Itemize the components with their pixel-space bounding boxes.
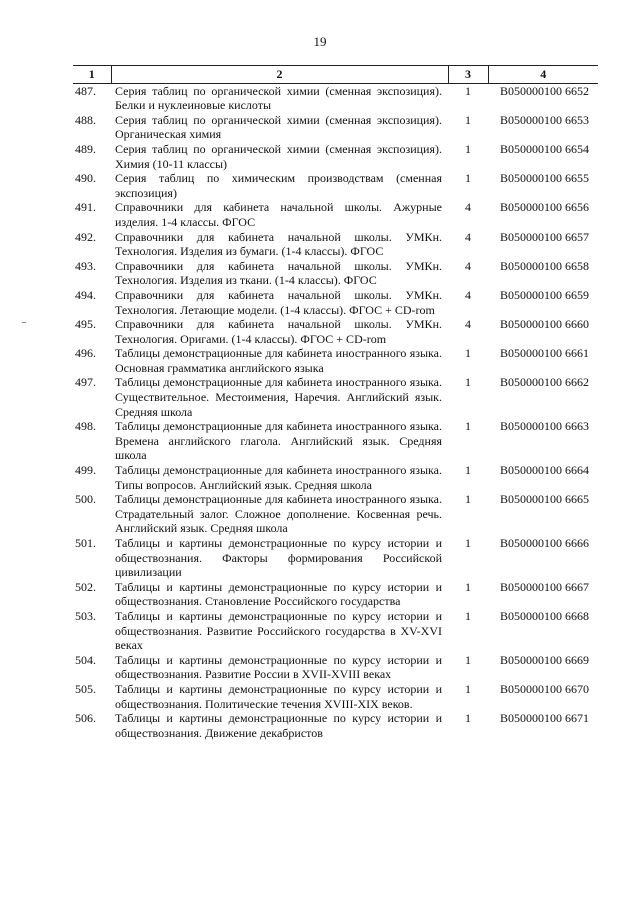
row-name: Таблицы демонстрационные для кабинета иностранного языка. Времена английского глагола. Английский язык. Средняя школа [115, 419, 442, 463]
row-quantity: 1 [465, 463, 471, 478]
table-row [73, 492, 598, 536]
row-code: B050000100 6661 [500, 346, 590, 361]
row-name: Справочники для кабинета начальной школы. УМКн. Технология. Летающие модели. (1-4 классы). ФГОС + CD-rom [115, 287, 442, 317]
row-quantity: 4 [465, 229, 471, 244]
row-name: Справочники для кабинета начальной школы. УМКн. Технология. Изделия из ткани. (1-4 классы). ФГОС [115, 258, 442, 288]
row-number: 506. [75, 711, 96, 726]
row-number: 499. [75, 463, 96, 478]
row-code: B050000100 6666 [500, 536, 590, 550]
table-row [73, 83, 598, 113]
row-name: Серия таблиц по органической химии (сменная экспозиция). Белки и нуклеиновые кислоты [115, 83, 442, 113]
row-quantity: 4 [465, 317, 471, 332]
row-code: B050000100 6668 [500, 608, 590, 623]
table-row [73, 536, 598, 580]
row-code: B050000100 6667 [500, 579, 590, 594]
table-row [73, 230, 598, 259]
table-row [73, 200, 598, 229]
table-row [73, 171, 598, 200]
row-code: B050000100 6653 [500, 112, 590, 127]
table-header-row [73, 66, 598, 84]
row-number: 494. [75, 287, 96, 302]
row-number: 490. [75, 171, 96, 186]
row-code: B050000100 6664 [500, 463, 590, 478]
row-number: 501. [75, 536, 96, 550]
column-header-3: 3 [448, 66, 488, 84]
row-quantity: 4 [465, 258, 471, 273]
row-number: 503. [75, 608, 96, 623]
row-quantity: 1 [465, 681, 471, 696]
table-row [73, 142, 598, 171]
row-number: 504. [75, 652, 96, 667]
row-code: B050000100 6660 [500, 317, 590, 332]
table-row [73, 113, 598, 142]
table-row [73, 711, 598, 740]
row-number: 495. [75, 317, 96, 332]
row-name: Таблицы демонстрационные для кабинета иностранного языка. Типы вопросов. Английский язык. Средняя школа [115, 463, 442, 492]
row-number: 488. [75, 112, 96, 127]
row-quantity: 4 [465, 200, 471, 215]
table-row [73, 463, 598, 492]
row-name: Таблицы и картины демонстрационные по курсу истории и обществознания. Развитие Российского государства в XV-XVI веках [115, 608, 442, 653]
row-number: 500. [75, 492, 96, 507]
table-row [73, 346, 598, 375]
table-row [73, 419, 598, 463]
row-number: 493. [75, 258, 96, 273]
row-quantity: 1 [465, 419, 471, 434]
row-code: B050000100 6670 [500, 681, 590, 696]
row-code: B050000100 6655 [500, 171, 590, 186]
row-quantity: 1 [465, 171, 471, 186]
table-row [73, 288, 598, 317]
row-quantity: 1 [465, 141, 471, 156]
row-quantity: 1 [465, 608, 471, 623]
row-name: Таблицы и картины демонстрационные по курсу истории и обществознания. Политические течения XVIII-XIX веков. [115, 681, 442, 711]
row-name: Таблицы и картины демонстрационные по курсу истории и обществознания. Развитие России в XVII-XVIII веках [115, 652, 442, 682]
row-name: Серия таблиц по химическим производствам (сменная экспозиция) [115, 171, 442, 200]
row-number: 502. [75, 579, 96, 594]
row-code: B050000100 6654 [500, 141, 590, 156]
row-name: Справочники для кабинета начальной школы. УМКн. Технология. Оригами. (1-4 классы). ФГОС + CD-rom [115, 317, 442, 346]
row-number: 489. [75, 141, 96, 156]
row-quantity: 1 [465, 83, 471, 98]
row-code: B050000100 6671 [500, 711, 590, 726]
row-number: 492. [75, 229, 96, 244]
row-code: B050000100 6658 [500, 258, 590, 273]
row-quantity: 1 [465, 652, 471, 667]
row-code: B050000100 6663 [500, 419, 590, 434]
row-number: 497. [75, 375, 96, 390]
row-quantity: 1 [465, 492, 471, 507]
row-name: Таблицы демонстрационные для кабинета иностранного языка. Основная грамматика английского языка [115, 346, 442, 375]
row-quantity: 1 [465, 579, 471, 594]
row-quantity: 1 [465, 375, 471, 390]
table-row [73, 609, 598, 653]
row-quantity: 1 [465, 346, 471, 361]
row-name: Справочники для кабинета начальной школы. УМКн. Технология. Изделия из бумаги. (1-4 классы). ФГОС [115, 229, 442, 259]
row-name: Серия таблиц по органической химии (сменная экспозиция). Органическая химия [115, 112, 442, 142]
row-code: B050000100 6665 [500, 492, 590, 507]
column-header-4: 4 [488, 66, 598, 84]
row-quantity: 1 [465, 711, 471, 726]
table-row [73, 259, 598, 288]
row-number: 496. [75, 346, 96, 361]
column-header-2: 2 [111, 66, 448, 84]
row-number: 505. [75, 681, 96, 696]
margin-mark [22, 322, 26, 323]
items-table [73, 65, 598, 740]
column-header-1: 1 [73, 66, 111, 84]
page-number: 19 [313, 34, 327, 49]
row-code: B050000100 6659 [500, 287, 590, 302]
row-code: B050000100 6662 [500, 375, 590, 390]
row-number: 487. [75, 83, 96, 98]
row-name: Таблицы и картины демонстрационные по курсу истории и обществознания. Факторы формирования Российской цивилизации [115, 536, 442, 580]
row-name: Таблицы и картины демонстрационные по курсу истории и обществознания. Становление Российского государства [115, 579, 442, 609]
table-body [73, 83, 598, 740]
row-name: Таблицы демонстрационные для кабинета иностранного языка. Существительное. Местоимения, Наречия. Английский язык. Средняя школа [115, 375, 442, 419]
row-name: Справочники для кабинета начальной школы. Ажурные изделия. 1-4 классы. ФГОС [115, 200, 442, 229]
row-quantity: 1 [465, 112, 471, 127]
table-row [73, 653, 598, 682]
row-code: B050000100 6656 [500, 200, 590, 215]
row-quantity: 4 [465, 287, 471, 302]
table-row [73, 580, 598, 609]
row-number: 491. [75, 200, 96, 215]
row-code: B050000100 6652 [500, 83, 590, 98]
table-row [73, 317, 598, 346]
row-name: Таблицы демонстрационные для кабинета иностранного языка. Страдательный залог. Сложное дополнение. Косвенная речь. Английский язык. Средняя школа [115, 492, 442, 536]
row-number: 498. [75, 419, 96, 434]
row-name: Таблицы и картины демонстрационные по курсу истории и обществознания. Движение декабристов [115, 711, 442, 740]
row-name: Серия таблиц по органической химии (сменная экспозиция). Химия (10-11 классы) [115, 141, 442, 171]
table-row [73, 682, 598, 711]
row-quantity: 1 [465, 536, 471, 550]
row-code: B050000100 6657 [500, 229, 590, 244]
row-code: B050000100 6669 [500, 652, 590, 667]
table-row [73, 375, 598, 419]
